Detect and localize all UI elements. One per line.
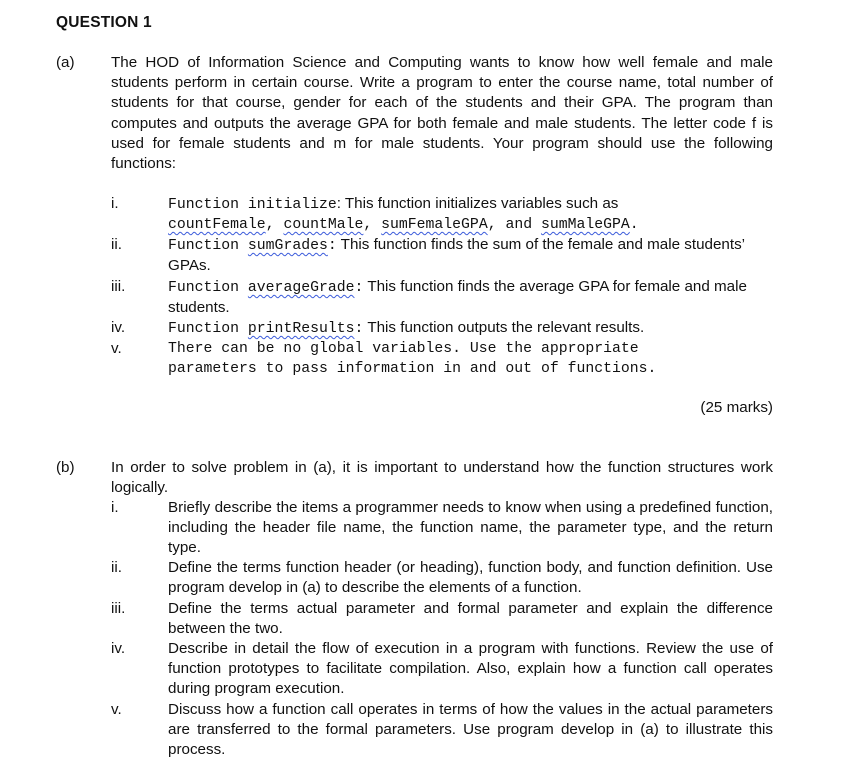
separator: , [363,217,382,234]
item-text: Briefly describe the items a programmer needs to know when using a predefined function, including the header file name, the function name, the parameter type, and the return type. [168,499,773,557]
part-b-intro: In order to solve problem in (a), it is important to understand how the function structures work logically. [111,459,773,497]
item-number: v. [111,340,122,357]
item-number: iii. [111,600,126,617]
function-description: This function outputs the relevant results. [363,319,645,336]
item-number: i. [111,499,119,516]
item-text: Discuss how a function call operates in terms of how the values in the actual parameters are transferred to the formal parameters. Use program develop in (a) to illustrate this process. [168,701,773,759]
separator: , [265,217,284,234]
function-keyword: Function [168,321,248,337]
part-a-label: (a) [56,54,75,71]
function-colon: : [354,321,364,337]
variable-name: countFemale [168,217,266,234]
function-name: initialize [247,197,337,213]
item-number: i. [111,195,119,212]
part-a-intro: The HOD of Information Science and Computing wants to know how well female and male students perform in certain course. Write a program to enter the course name, total number of students for that course, gender for each of the students and their GPA. The program than computes and outputs the average GPA for both female and male students. The letter code f is used for female students and m for male students. Your program should use the following functions: [111,54,773,173]
question-heading: QUESTION 1 [56,14,152,31]
function-description: This function finds the average GPA for female and male students. [168,278,747,317]
function-keyword: Function [168,197,248,213]
marks-label: (25 marks) [700,399,773,416]
item-number: ii. [111,559,122,576]
item-text: There can be no global variables. Use the appropriate parameters to pass information in and out of functions. [168,341,657,378]
function-description: This function finds the sum of the female and male students’ GPAs. [168,236,745,275]
function-keyword: Function [168,280,248,296]
function-description: : This function initializes variables such as [336,195,619,212]
item-text [168,235,773,276]
item-text [168,318,773,339]
function-colon: : [327,238,337,254]
item-text: Describe in detail the flow of execution in a program with functions. Review the use of function prototypes to facilitate compilation. Also, explain how a function call operates during program execution. [168,640,773,698]
item-number: iv. [111,319,126,336]
separator: . [629,217,639,234]
function-name: printResults [247,321,355,337]
item-number: v. [111,701,122,718]
item-text [168,277,773,318]
function-colon: : [354,280,364,296]
item-number: iii. [111,278,126,295]
separator: , and [487,217,541,234]
function-name: averageGrade [247,280,355,296]
item-text: Define the terms function header (or heading), function body, and function definition. Use program develop in (a) to describe the elements of a function. [168,559,773,597]
item-number: ii. [111,236,122,253]
function-keyword: Function [168,238,248,254]
variable-name: sumFemaleGPA [381,217,488,234]
function-name: sumGrades [247,238,328,254]
item-number: iv. [111,640,126,657]
item-text: Define the terms actual parameter and formal parameter and explain the difference between the two. [168,600,773,638]
variable-name: countMale [283,217,364,234]
variable-name: sumMaleGPA [540,217,630,234]
item-text [168,194,773,235]
part-b-label: (b) [56,459,75,476]
